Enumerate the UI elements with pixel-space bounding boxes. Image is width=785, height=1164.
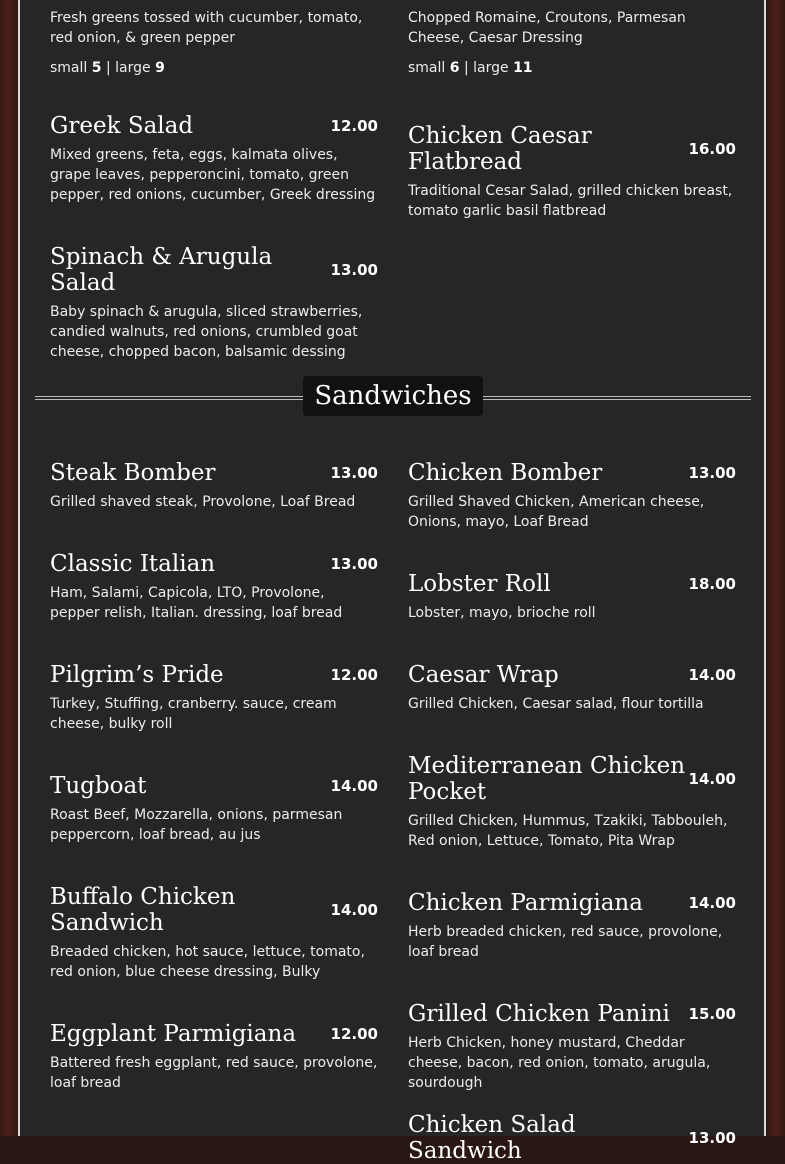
item-description: Herb breaded chicken, red sauce, provolone, loaf bread bbox=[408, 924, 723, 960]
item-description: Lobster, mayo, brioche roll bbox=[408, 605, 596, 621]
item-description: Grilled Chicken, Caesar salad, flour tortilla bbox=[408, 696, 704, 712]
salad-top-left bbox=[50, 8, 378, 78]
menu-item bbox=[50, 113, 378, 205]
item-price: 13.00 bbox=[330, 555, 378, 573]
item-description: Chopped Romaine, Croutons, Parmesan Cheese, Caesar Dressing bbox=[408, 10, 686, 46]
item-name: Grilled Chicken Panini bbox=[408, 1001, 670, 1027]
item-description: Ham, Salami, Capicola, LTO, Provolone, pepper relish, Italian. dressing, loaf bread bbox=[50, 585, 343, 621]
menu-panel bbox=[18, 0, 766, 1164]
item-description: Battered fresh eggplant, red sauce, provolone, loaf bread bbox=[50, 1055, 378, 1091]
menu-item bbox=[408, 1001, 736, 1093]
item-name: Mediterranean Chicken Pocket bbox=[408, 753, 686, 805]
large-price: 11 bbox=[513, 60, 533, 76]
menu-item bbox=[408, 753, 736, 851]
salad-top-right bbox=[408, 8, 736, 78]
menu-item bbox=[50, 244, 378, 362]
item-price: 15.00 bbox=[688, 1005, 736, 1023]
item-price: 16.00 bbox=[688, 140, 736, 158]
small-price: 6 bbox=[449, 60, 460, 76]
left-background-edge bbox=[0, 0, 18, 1136]
item-description: Fresh greens tossed with cucumber, tomato, red onion, & green pepper bbox=[50, 10, 363, 46]
item-name: Lobster Roll bbox=[408, 571, 551, 597]
menu-item bbox=[408, 890, 736, 962]
item-name: Pilgrim’s Pride bbox=[50, 662, 224, 688]
item-description: Turkey, Stuffing, cranberry. sauce, cream cheese, bulky roll bbox=[50, 696, 337, 732]
item-name: Greek Salad bbox=[50, 113, 194, 139]
item-description: Roast Beef, Mozzarella, onions, parmesan peppercorn, loaf bread, au jus bbox=[50, 807, 343, 843]
item-name: Chicken Salad Sandwich bbox=[408, 1112, 576, 1164]
menu-item bbox=[50, 662, 378, 734]
item-price: 14.00 bbox=[688, 666, 736, 684]
item-name: Eggplant Parmigiana bbox=[50, 1021, 297, 1047]
item-name: Chicken Caesar Flatbread bbox=[408, 123, 592, 175]
item-price: 12.00 bbox=[330, 666, 378, 684]
item-price: 12.00 bbox=[330, 117, 378, 135]
item-price: 13.00 bbox=[688, 464, 736, 482]
item-name: Buffalo Chicken Sandwich bbox=[50, 884, 236, 936]
item-price: 14.00 bbox=[330, 901, 378, 919]
item-description: Herb Chicken, honey mustard, Cheddar cheese, bacon, red onion, tomato, arugula, sourdough bbox=[408, 1035, 711, 1091]
item-name: Classic Italian bbox=[50, 551, 216, 577]
menu-item bbox=[50, 773, 378, 845]
item-description: Grilled shaved steak, Provolone, Loaf Bread bbox=[50, 494, 356, 510]
size-prices: small 5 | large 9 bbox=[50, 60, 165, 76]
item-description: Traditional Cesar Salad, grilled chicken breast, tomato garlic basil flatbread bbox=[408, 183, 733, 219]
section-title: Sandwiches bbox=[303, 376, 483, 416]
menu-item bbox=[408, 123, 736, 221]
large-price: 9 bbox=[155, 60, 165, 76]
item-price: 14.00 bbox=[688, 894, 736, 912]
size-prices: small 6 | large 11 bbox=[408, 60, 533, 76]
menu-item bbox=[408, 460, 736, 532]
item-description: Grilled Shaved Chicken, American cheese, Onions, mayo, Loaf Bread bbox=[408, 494, 705, 530]
item-description: Grilled Chicken, Hummus, Tzakiki, Tabbouleh, Red onion, Lettuce, Tomato, Pita Wrap bbox=[408, 813, 728, 849]
item-name: Steak Bomber bbox=[50, 460, 216, 486]
menu-item bbox=[408, 662, 736, 714]
item-price: 13.00 bbox=[330, 261, 378, 279]
menu-item bbox=[408, 571, 736, 623]
item-name: Spinach & Arugula Salad bbox=[50, 244, 273, 296]
item-description: Breaded chicken, hot sauce, lettuce, tomato, red onion, blue cheese dressing, Bulky bbox=[50, 944, 365, 980]
item-price: 13.00 bbox=[330, 464, 378, 482]
right-background-edge bbox=[768, 0, 785, 1136]
item-name: Chicken Parmigiana bbox=[408, 890, 643, 916]
item-price: 18.00 bbox=[688, 575, 736, 593]
item-price: 12.00 bbox=[330, 1025, 378, 1043]
menu-item bbox=[50, 460, 378, 512]
item-name: Caesar Wrap bbox=[408, 662, 559, 688]
item-price: 14.00 bbox=[330, 777, 378, 795]
menu-item bbox=[408, 1112, 736, 1164]
menu-item bbox=[50, 1021, 378, 1093]
item-description: Mixed greens, feta, eggs, kalmata olives, grape leaves, pepperoncini, tomato, green pepper, red onions, cucumber, Greek dressing bbox=[50, 147, 376, 203]
item-price: 13.00 bbox=[688, 1129, 736, 1147]
item-name: Tugboat bbox=[50, 773, 147, 799]
item-description: Baby spinach & arugula, sliced strawberries, candied walnuts, red onions, crumbled goat cheese, chopped bacon, balsamic dessing bbox=[50, 304, 363, 360]
item-name: Chicken Bomber bbox=[408, 460, 603, 486]
menu-item bbox=[50, 551, 378, 623]
small-price: 5 bbox=[91, 60, 102, 76]
menu-item bbox=[50, 884, 378, 982]
item-price: 14.00 bbox=[688, 770, 736, 788]
